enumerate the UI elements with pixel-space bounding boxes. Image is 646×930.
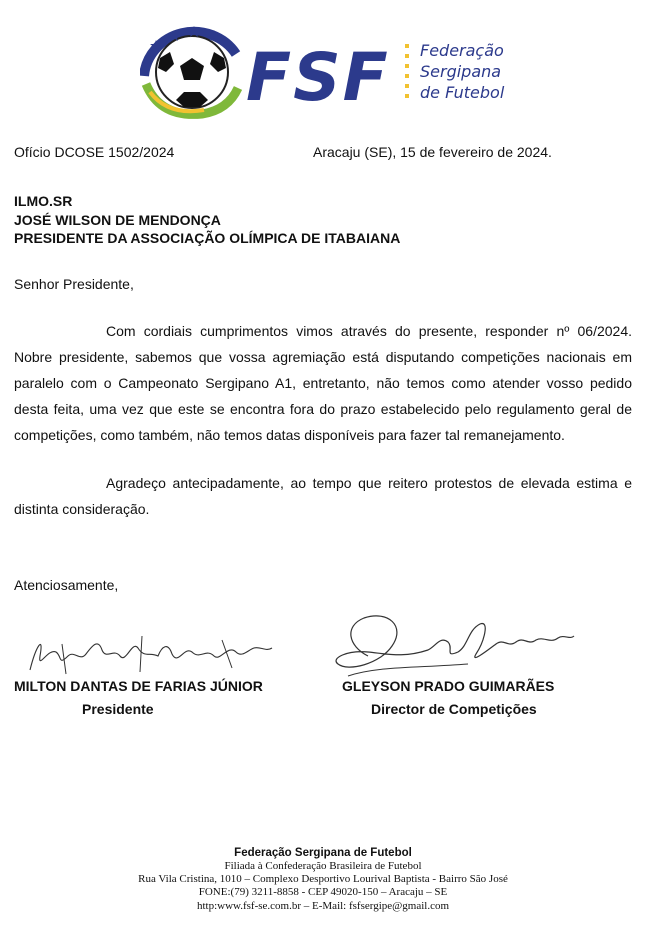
body-paragraph-1: Com cordiais cumprimentos vimos através do presente, responder nº 06/2024. Nobre presidente, sabemos que vossa agremiação está disputando competições nacionais em paralelo com o Campeonato Sergipano A1, entretanto, não temos como atender vosso pedido desta feita, uma vez que este se encontra fora do prazo estabelecido pelo regulamento geral de competições, como também, não temos datas disponíveis para fazer tal remanejamento. xyxy=(14,323,632,443)
fsf-wordmark: FSF xyxy=(246,39,390,116)
letter-reference: Ofício DCOSE 1502/2024 xyxy=(14,144,175,160)
footer-affiliation: Filiada à Confederação Brasileira de Futebol xyxy=(224,860,422,872)
signatory-1-title: Presidente xyxy=(82,701,154,717)
brand-line-1: Federação xyxy=(420,41,504,60)
recipient-line-2: JOSÉ WILSON DE MENDONÇA xyxy=(14,212,221,228)
brand-name xyxy=(420,40,504,103)
brand-line-2: Sergipana xyxy=(420,62,502,81)
footer-address: Rua Vila Cristina, 1010 – Complexo Desportivo Lourival Baptista - Bairro São José xyxy=(138,873,508,886)
signature-milton-icon xyxy=(22,626,282,682)
signatory-2-name: GLEYSON PRADO GUIMARÃES xyxy=(342,678,555,694)
closing: Atenciosamente, xyxy=(14,577,119,593)
recipient-line-1: ILMO.SR xyxy=(14,193,73,209)
letterhead-footer xyxy=(0,846,646,913)
footer-org-name: Federação Sergipana de Futebol xyxy=(234,847,412,859)
footer-phone: FONE:(79) 3211-8858 - CEP 49020-150 – Aracaju – SE xyxy=(198,886,448,899)
salutation: Senhor Presidente, xyxy=(14,276,134,292)
footer-contact: http:www.fsf-se.com.br – E-Mail: fsfsergipe@gmail.com xyxy=(196,899,450,912)
soccer-ball-icon xyxy=(144,26,238,114)
brand-line-3: de Futebol xyxy=(420,83,505,102)
signature-gleyson-icon xyxy=(318,606,578,686)
recipient-line-3: PRESIDENTE DA ASSOCIAÇÃO OLÍMPICA DE ITABAIANA xyxy=(14,230,401,246)
dot-divider-icon xyxy=(405,44,409,98)
letter-place-date: Aracaju (SE), 15 de fevereiro de 2024. xyxy=(313,144,552,160)
signatory-2-title: Director de Competições xyxy=(371,701,537,717)
body-paragraph-2: Agradeço antecipadamente, ao tempo que reitero protestos de elevada estima e distinta consideração. xyxy=(14,475,632,517)
signatory-1-name: MILTON DANTAS DE FARIAS JÚNIOR xyxy=(14,678,263,694)
letterhead-logo xyxy=(140,14,520,122)
